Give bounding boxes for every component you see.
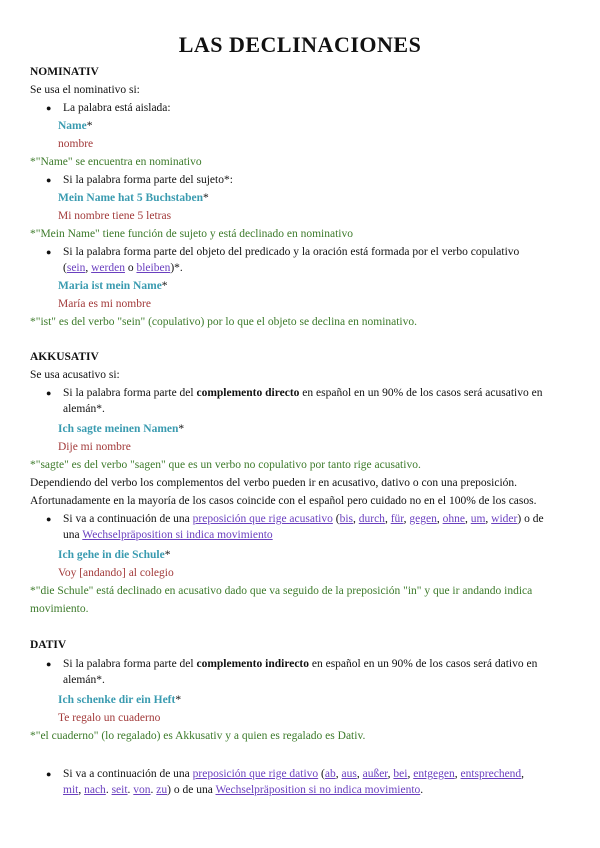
- dativ-note-1: *"el cuaderno" (lo regalado) es Akkusativ y a quien es regalado es Dativ.: [30, 730, 366, 742]
- akkusativ-bullet-1: ● Si la palabra forma parte del complemento directo en español en un 90% de los casos será acusativo en alemán*.: [63, 385, 553, 417]
- nominativ-bullet-2: ● Si la palabra forma parte del sujeto*:: [63, 172, 553, 188]
- link-bleiben[interactable]: bleiben: [136, 262, 171, 274]
- dativ-bullet-1: ● Si la palabra forma parte del complemento indirecto en español en un 90% de los casos será dativo en alemán*.: [63, 656, 553, 688]
- link-prep-zu[interactable]: zu: [156, 784, 168, 796]
- akkusativ-bullet-2: ● Si va a continuación de una preposición que rige acusativo (bis, durch, für, gegen, ohne, um, wider) o de una Wechselpräposition si indica movimiento: [63, 511, 553, 543]
- nominativ-example-2-german: Mein Name hat 5 Buchstaben*: [58, 192, 209, 204]
- link-prep-durch[interactable]: durch: [358, 513, 385, 525]
- link-prep-um[interactable]: um: [470, 513, 486, 525]
- link-preposicion-dativo[interactable]: preposición que rige dativo: [192, 768, 319, 780]
- nominativ-bullet-3: ● Si la palabra forma parte del objeto del predicado y la oración está formada por el verbo copulativo (sein, werden o bleiben)*.: [63, 244, 553, 276]
- link-prep-bei[interactable]: bei: [393, 768, 408, 780]
- akkusativ-example-1-spanish: Dije mi nombre: [58, 441, 131, 453]
- link-sein[interactable]: sein: [66, 262, 86, 274]
- link-prep-seit[interactable]: seit: [111, 784, 128, 796]
- link-prep-bis[interactable]: bis: [339, 513, 353, 525]
- nominativ-note-3: *"ist" es del verbo "sein" (copulativo) por lo que el objeto se declina en nominativo.: [30, 316, 418, 328]
- link-prep-nach[interactable]: nach: [84, 784, 106, 796]
- link-prep-ab[interactable]: ab: [324, 768, 336, 780]
- nominativ-intro: Se usa el nominativo si:: [30, 84, 140, 96]
- dativ-example-1-german: Ich schenke dir ein Heft*: [58, 694, 182, 706]
- section-heading-akkusativ: AKKUSATIV: [30, 351, 99, 363]
- link-preposicion-acusativo[interactable]: preposición que rige acusativo: [192, 513, 333, 525]
- akkusativ-paragraph-1: Dependiendo del verbo los complementos del verbo pueden ir en acusativo, dativo o con una preposición.: [30, 477, 518, 489]
- link-prep-mit[interactable]: mit: [63, 784, 79, 796]
- nominativ-example-3-spanish: María es mi nombre: [58, 298, 151, 310]
- link-wechselpraposition-no-movimiento[interactable]: Wechselpräposition si no indica movimiento: [215, 784, 421, 796]
- akkusativ-example-2-german: Ich gehe in die Schule*: [58, 549, 171, 561]
- page-title: LAS DECLINACIONES: [178, 32, 422, 57]
- dativ-example-1-spanish: Te regalo un cuaderno: [58, 712, 161, 724]
- akkusativ-example-2-spanish: Voy [andando] al colegio: [58, 567, 174, 579]
- link-prep-entsprechend[interactable]: entsprechend: [460, 768, 522, 780]
- link-prep-gegen[interactable]: gegen: [409, 513, 437, 525]
- akkusativ-note-1: *"sagte" es del verbo "sagen" que es un verbo no copulativo por tanto rige acusativo.: [30, 459, 421, 471]
- link-prep-ohne[interactable]: ohne: [442, 513, 465, 525]
- nominativ-example-2-spanish: Mi nombre tiene 5 letras: [58, 210, 172, 222]
- section-heading-dativ: DATIV: [30, 639, 67, 651]
- akkusativ-note-2-line-1: *"die Schule" está declinado en acusativo dado que va seguido de la preposición "in" y que ir andando indica: [30, 585, 533, 597]
- nominativ-example-1-german: Name*: [58, 120, 93, 132]
- nominativ-example-3-german: Maria ist mein Name*: [58, 280, 168, 292]
- link-prep-ausser[interactable]: außer: [362, 768, 388, 780]
- akkusativ-example-1-german: Ich sagte meinen Namen*: [58, 423, 185, 435]
- nominativ-example-1-spanish: nombre: [58, 138, 94, 150]
- nominativ-note-1: *"Name" se encuentra en nominativo: [30, 156, 202, 168]
- section-heading-nominativ: NOMINATIV: [30, 66, 99, 78]
- link-prep-entgegen[interactable]: entgegen: [413, 768, 455, 780]
- link-prep-wider[interactable]: wider: [491, 513, 518, 525]
- nominativ-bullet-1: ● La palabra está aislada:: [63, 100, 553, 116]
- akkusativ-paragraph-2: Afortunadamente en la mayoría de los casos coincide con el español pero cuidado no en el 100% de los casos.: [30, 495, 537, 507]
- link-wechselpraposition-movimiento[interactable]: Wechselpräposition si indica movimiento: [82, 529, 273, 541]
- akkusativ-note-2-line-2: movimiento.: [30, 603, 89, 615]
- link-prep-von[interactable]: von: [133, 784, 151, 796]
- link-prep-aus[interactable]: aus: [341, 768, 357, 780]
- dativ-bullet-2: ● Si va a continuación de una preposición que rige dativo (ab, aus, außer, bei, entgegen, entsprechend, mit, nach. seit. von. zu) o de una Wechselpräposition si no indica movimiento.: [63, 766, 553, 798]
- akkusativ-intro: Se usa acusativo si:: [30, 369, 120, 381]
- nominativ-note-2: *"Mein Name" tiene función de sujeto y está declinado en nominativo: [30, 228, 353, 240]
- link-werden[interactable]: werden: [91, 262, 125, 274]
- link-prep-fur[interactable]: für: [390, 513, 404, 525]
